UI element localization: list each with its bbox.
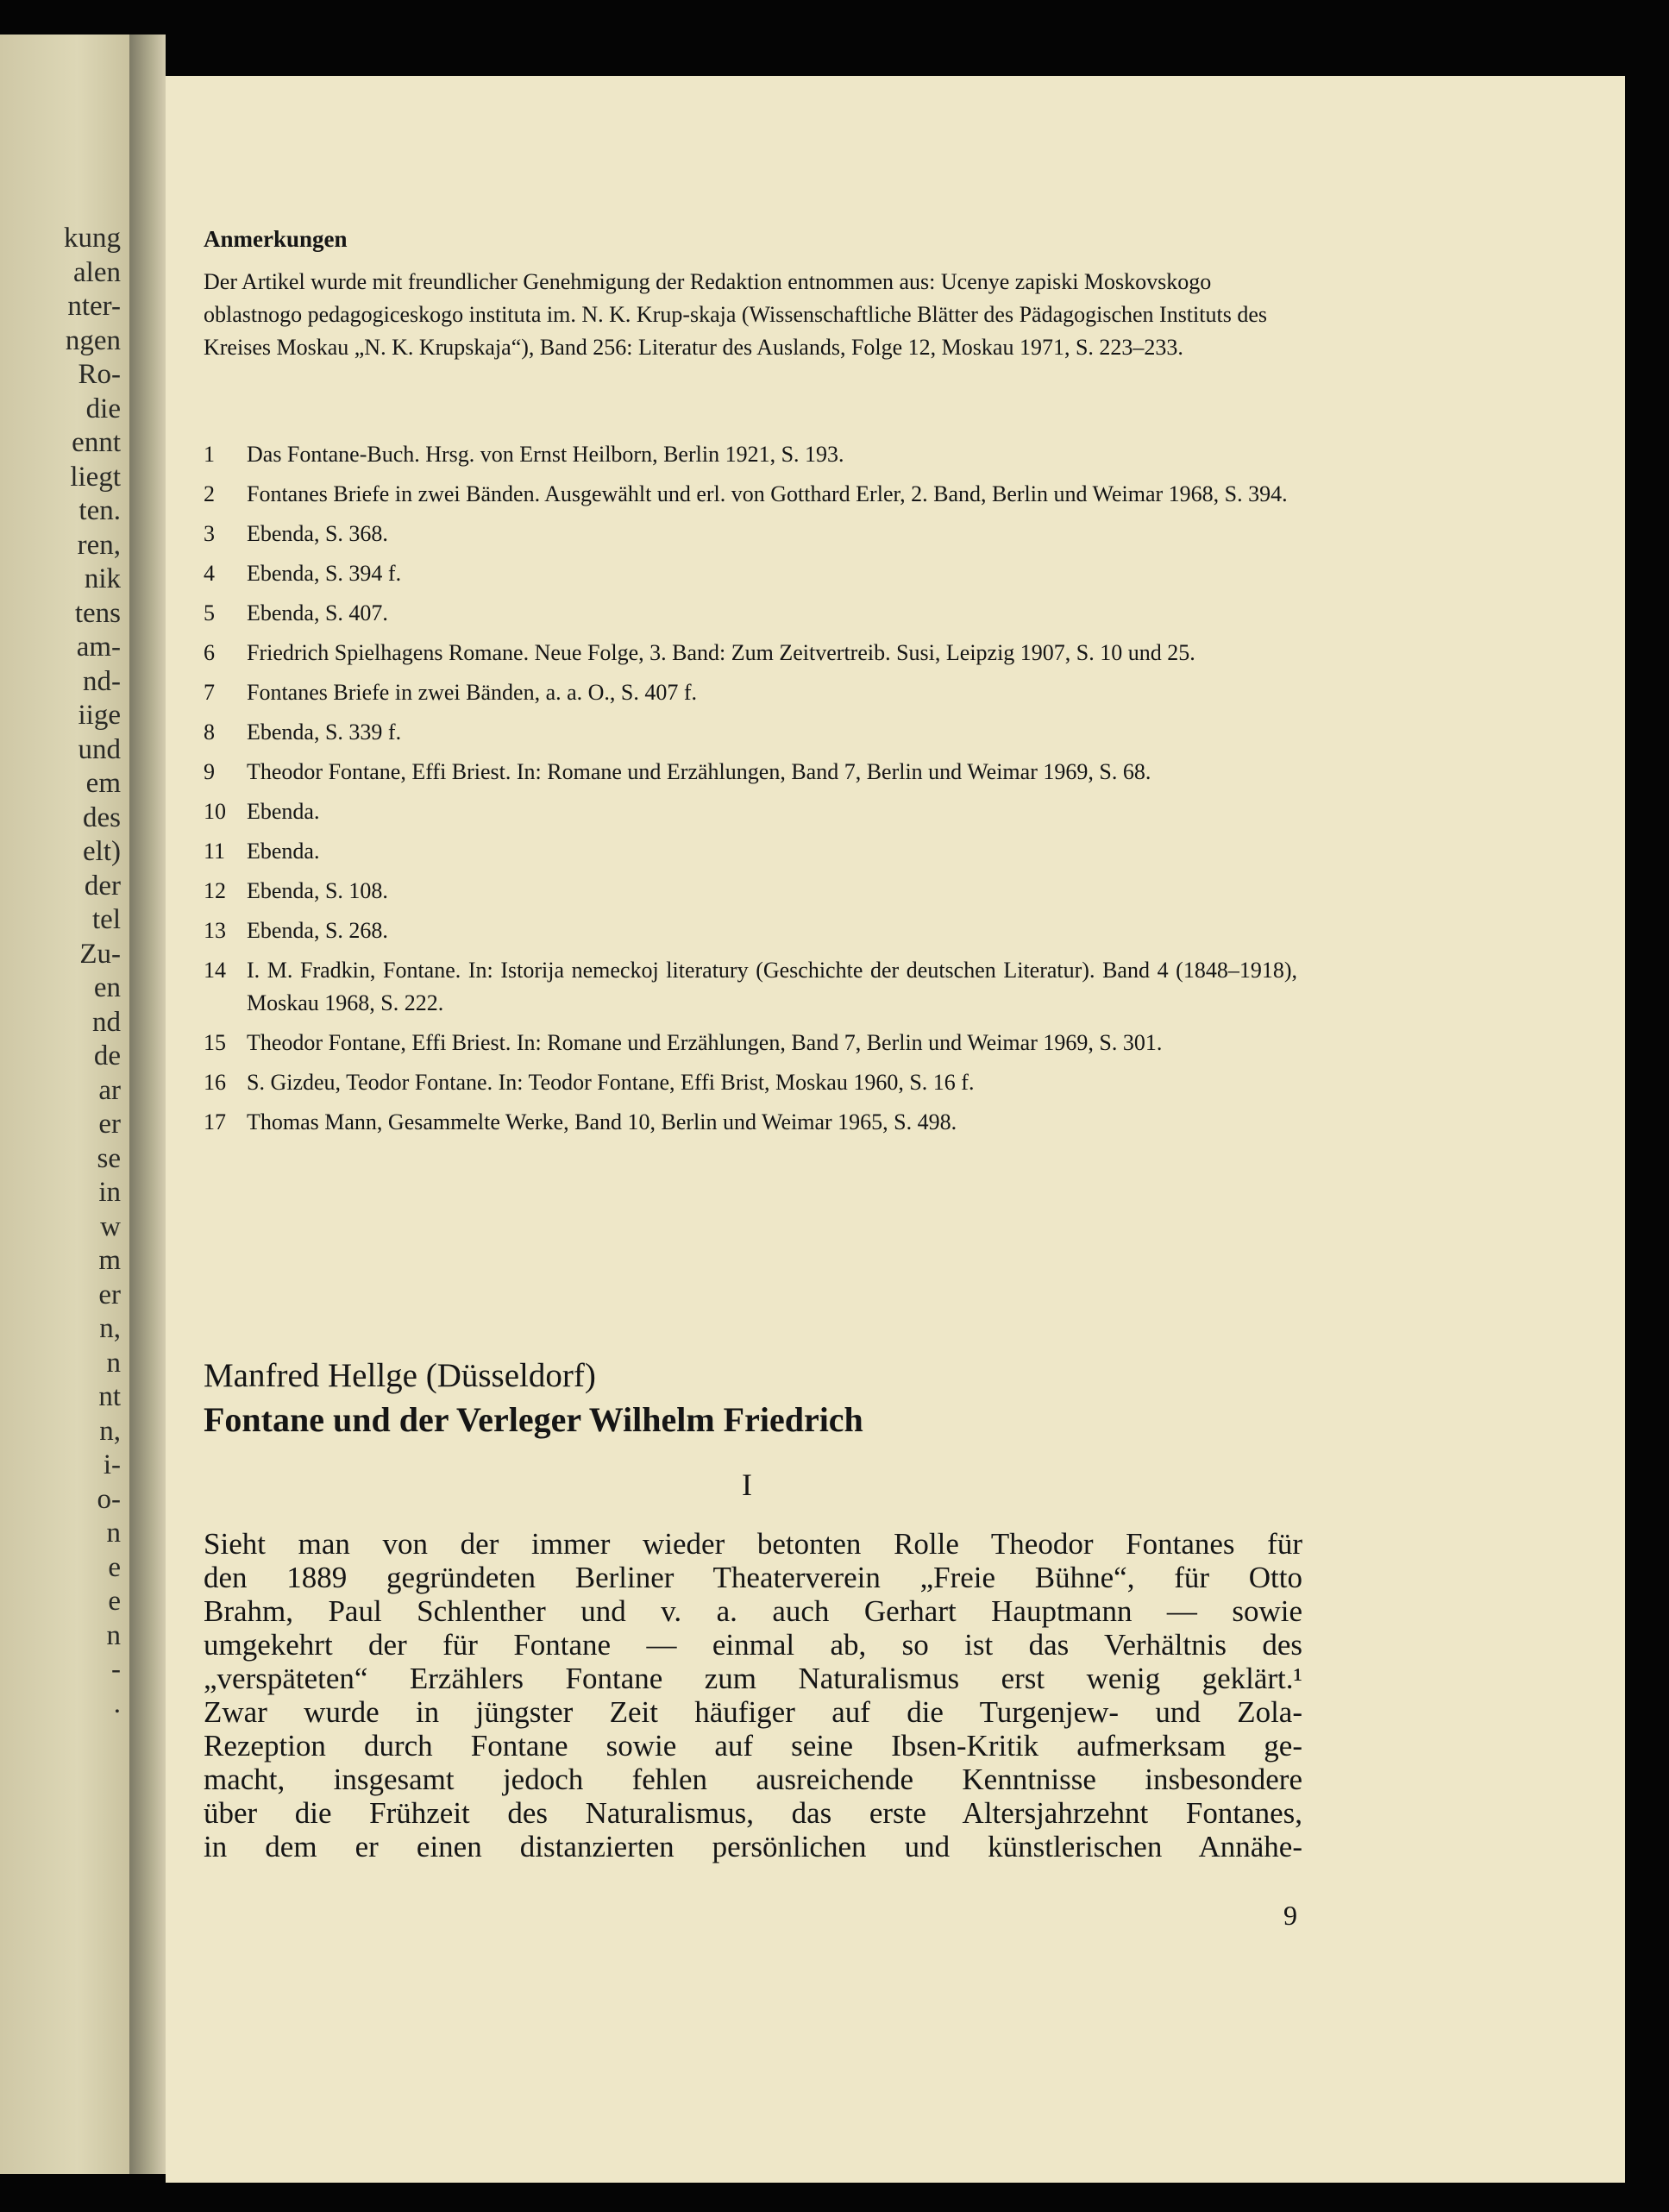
note-text: Ebenda. [247, 799, 320, 824]
note-text: Theodor Fontane, Effi Briest. In: Romane und Erzählungen, Band 7, Berlin und Weimar 1969, S. 68. [247, 759, 1151, 784]
note-text: Ebenda, S. 268. [247, 918, 388, 943]
facing-page-fragment: am- [76, 632, 121, 663]
body-line: umgekehrt der für Fontane — einmal ab, so ist das Verhältnis des [204, 1628, 1302, 1662]
facing-page-fragment: n [106, 1619, 121, 1651]
facing-page-fragment: nd [92, 1006, 121, 1038]
note-number: 10 [204, 799, 226, 824]
facing-page-fragment: nter- [67, 291, 121, 322]
facing-page-fragment: n [106, 1347, 121, 1379]
note-item [204, 557, 1297, 590]
note-item [204, 875, 1297, 908]
facing-page-fragment: de [93, 1040, 121, 1071]
note-number: 15 [204, 1030, 226, 1055]
facing-page-fragment: nd- [83, 665, 121, 697]
facing-page-fragment: tel [92, 904, 121, 935]
note-text: Ebenda, S. 108. [247, 878, 388, 903]
note-text: Theodor Fontane, Effi Briest. In: Romane und Erzählungen, Band 7, Berlin und Weimar 1969, S. 301. [247, 1030, 1163, 1055]
note-text: S. Gizdeu, Teodor Fontane. In: Teodor Fontane, Effi Brist, Moskau 1960, S. 16 f. [247, 1070, 975, 1095]
facing-page-fragment: . [113, 1687, 121, 1719]
note-number: 4 [204, 561, 215, 586]
note-item [204, 1106, 1297, 1139]
body-line: in dem er einen distanzierten persönlichen und künstlerischen Annähe- [204, 1830, 1302, 1863]
note-number: 1 [204, 442, 215, 467]
facing-page-fragment: tens [74, 597, 121, 629]
note-item [204, 676, 1297, 709]
facing-page-fragment: nt [98, 1381, 121, 1412]
facing-page [0, 35, 129, 2174]
note-item [204, 597, 1297, 630]
body-line: Sieht man von der immer wieder betonten Rolle Theodor Fontanes für [204, 1527, 1302, 1561]
facing-page-fragment: m [98, 1245, 121, 1276]
notes-heading: Anmerkungen [204, 226, 348, 252]
note-text: Ebenda, S. 339 f. [247, 720, 402, 745]
note-text: Fontanes Briefe in zwei Bänden. Ausgewählt und erl. von Gotthard Erler, 2. Band, Berlin und Weimar 1968, S. 394. [247, 481, 1288, 506]
facing-page-fragment: em [85, 768, 121, 799]
body-line: Zwar wurde in jüngster Zeit häufiger auf die Turgenjew- und Zola- [204, 1695, 1302, 1729]
facing-page-fragment: der [84, 870, 121, 902]
facing-page-fragment: ngen [65, 324, 121, 356]
note-number: 6 [204, 640, 215, 665]
note-item [204, 954, 1297, 1020]
note-number: 17 [204, 1109, 226, 1134]
note-number: 2 [204, 481, 215, 506]
facing-page-fragment: kung [64, 223, 121, 254]
facing-page-fragment: ten. [78, 495, 121, 526]
facing-page-fragment: w [100, 1210, 121, 1242]
facing-page-fragment: - [111, 1654, 121, 1685]
note-item [204, 716, 1297, 749]
note-text: Fontanes Briefe in zwei Bänden, a. a. O., S. 407 f. [247, 680, 698, 705]
body-line: „verspäteten“ Erzählers Fontane zum Naturalismus erst wenig geklärt.¹ [204, 1662, 1302, 1695]
facing-page-fragment: er [98, 1279, 121, 1310]
note-number: 14 [204, 958, 226, 983]
note-item [204, 795, 1297, 828]
facing-page-fragment: ar [98, 1074, 121, 1106]
body-text [204, 1527, 1302, 1863]
note-number: 9 [204, 759, 215, 784]
facing-page-fragment: n, [99, 1415, 121, 1447]
body-line: Brahm, Paul Schlenther und v. a. auch Gerhart Hauptmann — sowie [204, 1594, 1302, 1628]
facing-page-fragment: ren, [77, 529, 121, 561]
note-item [204, 637, 1297, 669]
facing-page-fragment: nik [84, 563, 121, 594]
note-text: Das Fontane-Buch. Hrsg. von Ernst Heilborn, Berlin 1921, S. 193. [247, 442, 844, 467]
facing-page-fragment: n [106, 1518, 121, 1549]
facing-page-fragment: die [85, 393, 121, 424]
note-item [204, 518, 1297, 550]
note-number: 13 [204, 918, 226, 943]
note-number: 3 [204, 521, 215, 546]
facing-page-fragment: e [108, 1551, 121, 1583]
facing-page-fragment: ennt [72, 427, 121, 458]
facing-page-fragment: n, [99, 1313, 121, 1344]
note-number: 12 [204, 878, 226, 903]
facing-page-fragment: er [98, 1109, 121, 1140]
note-number: 16 [204, 1070, 226, 1095]
facing-page-fragment: o- [97, 1483, 121, 1515]
note-item [204, 478, 1297, 511]
body-line: macht, insgesamt jedoch fehlen ausreichende Kenntnisse insbesondere [204, 1763, 1302, 1796]
facing-page-fragment: e [108, 1586, 121, 1617]
note-text: Ebenda, S. 368. [247, 521, 388, 546]
book-gutter [129, 35, 166, 2174]
note-text: Ebenda, S. 394 f. [247, 561, 402, 586]
note-text: Ebenda, S. 407. [247, 600, 388, 625]
facing-page-fragment: und [78, 733, 121, 765]
body-line: den 1889 gegründeten Berliner Theaterverein „Freie Bühne“, für Otto [204, 1561, 1302, 1594]
facing-page-fragment: se [97, 1142, 121, 1174]
note-text: I. M. Fradkin, Fontane. In: Istorija nemeckoj literatury (Geschichte der deutschen Literatur). Band 4 (1848–1918), Moskau 1968, S. 222. [247, 958, 1297, 1015]
facing-page-fragment: des [83, 801, 121, 833]
note-item [204, 914, 1297, 947]
note-number: 5 [204, 600, 215, 625]
note-item [204, 756, 1297, 789]
note-item [204, 835, 1297, 868]
facing-page-fragment: Ro- [78, 359, 121, 390]
facing-page-fragment: liegt [70, 461, 121, 493]
article-title: Fontane und der Verleger Wilhelm Friedrich [204, 1400, 863, 1439]
note-text: Thomas Mann, Gesammelte Werke, Band 10, Berlin und Weimar 1965, S. 498. [247, 1109, 957, 1134]
note-text: Ebenda. [247, 839, 320, 864]
page-number: 9 [1283, 1900, 1297, 1931]
note-item [204, 1027, 1297, 1059]
facing-page-fragment: alen [73, 256, 121, 288]
note-number: 7 [204, 680, 215, 705]
note-number: 8 [204, 720, 215, 745]
body-line: Rezeption durch Fontane sowie auf seine Ibsen-Kritik aufmerksam ge- [204, 1729, 1302, 1763]
note-item [204, 438, 1297, 471]
facing-page-fragment: elt) [83, 836, 121, 867]
article-author: Manfred Hellge (Düsseldorf) [204, 1357, 596, 1394]
note-text: Friedrich Spielhagens Romane. Neue Folge, 3. Band: Zum Zeitvertreib. Susi, Leipzig 1907, S. 10 und 25. [247, 640, 1195, 665]
facing-page-fragment: en [93, 972, 121, 1003]
section-number: I [742, 1467, 752, 1502]
facing-page-fragment: in [98, 1177, 121, 1208]
note-number: 11 [204, 839, 226, 864]
facing-page-fragment: i- [103, 1449, 121, 1480]
intro-note: Der Artikel wurde mit freundlicher Genehmigung der Redaktion entnommen aus: Ucenye zapiski Moskovskogo oblastnogo pedagogiceskogo instituta im. N. K. Krup-skaja (Wissenschaftliche Blätter des Pädagogischen Instituts des Kreises Moskau „N. K. Krupskaja“), Band 256: Literatur des Auslands, Folge 12, Moskau 1971, S. 223–233. [204, 269, 1267, 360]
notes-list [204, 438, 1297, 1146]
body-line: über die Frühzeit des Naturalismus, das erste Altersjahrzehnt Fontanes, [204, 1796, 1302, 1830]
facing-page-fragment: iige [78, 700, 121, 731]
facing-page-fragment: Zu- [79, 938, 121, 970]
note-item [204, 1066, 1297, 1099]
